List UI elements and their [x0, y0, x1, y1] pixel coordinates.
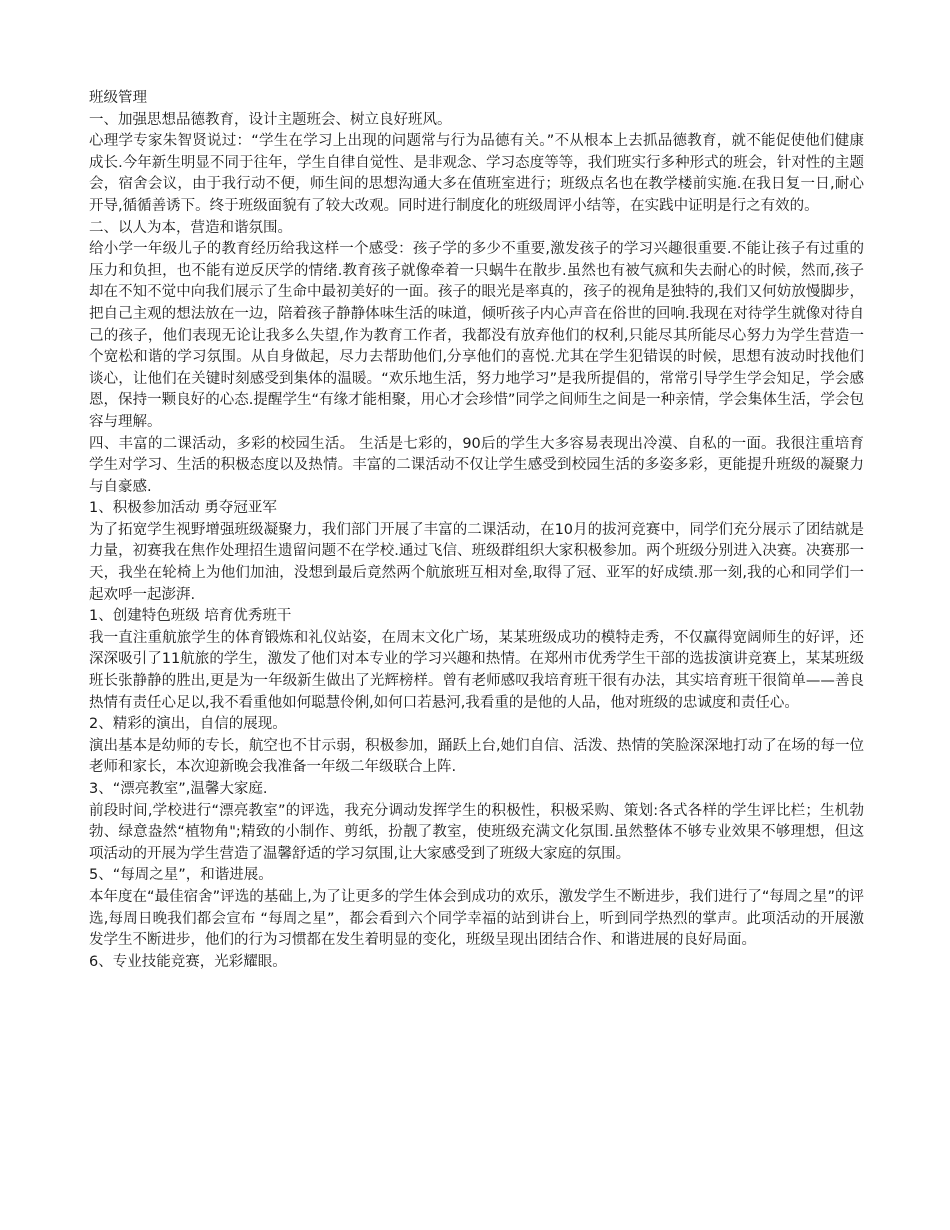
- body-paragraph: 为了拓宽学生视野增强班级凝聚力，我们部门开展了丰富的二课活动，在10月的拔河竞赛中，同学们充分展示了团结就是力量，初赛我在焦作处理招生遗留问题不在学校.通过飞信、班级群组织大家积极参加。两个班级分别进入决赛。决赛那一天，我坐在轮椅上为他们加油，没想到最后竟然两个航旅班互相对垒,取得了冠、亚军的好成绩.那一刻,我的心和同学们一起欢呼一起澎湃.: [89, 521, 864, 603]
- section-heading: 二、以人为本，营造和谐氛围。: [89, 219, 292, 236]
- document-title: 班级管理: [89, 90, 147, 106]
- subsection-heading: 2、精彩的演出，自信的展现。: [89, 716, 287, 733]
- section-heading: 一、加强思想品德教育，设计主题班会、树立良好班风。: [89, 111, 452, 128]
- document-body: [89, 88, 864, 973]
- body-paragraph: 演出基本是幼师的专长，航空也不甘示弱，积极参加，踊跃上台,她们自信、活泼、热情的笑脸深深地打动了在场的每一位老师和家长，本次迎新晚会我准备一年级二年级联合上阵.: [89, 737, 864, 776]
- subsection-heading: 1、创建特色班级 培育优秀班干: [89, 608, 292, 625]
- subsection-heading: 3、“漂亮教室”,温馨大家庭.: [89, 781, 268, 797]
- body-paragraph: 前段时间,学校进行“漂亮教室”的评选，我充分调动发挥学生的积极性，积极采购、策划:各式各样的学生评比栏；生机勃勃、绿意盎然“植物角";精致的小制作、剪纸，扮靓了教室，使班级充满文化氛围.虽然整体不够专业效果不够理想，但这项活动的开展为学生营造了温馨舒适的学习氛围,让大家感受到了班级大家庭的氛围。: [89, 802, 864, 862]
- subsection-heading: 6、专业技能竞赛，光彩耀眼。: [89, 953, 287, 970]
- body-paragraph: 我一直注重航旅学生的体育锻炼和礼仪站姿，在周末文化广场，某某班级成功的模特走秀，不仅赢得宽阔师生的好评，还深深吸引了11航旅的学生，激发了他们对本专业的学习兴趣和热情。在郑州市优秀学生干部的选拔演讲竞赛上，某某班级班长张静静的胜出,更是为一年级新生做出了光辉榜样。曾有老师感叹我培育班干很有办法，其实培育班干很简单——善良热情有责任心足以,我不看重他如何聪慧伶俐,如何口若悬河,我看重的是他的人品，他对班级的忠诚度和责任心。: [89, 629, 864, 711]
- body-paragraph: 本年度在“最佳宿舍”评选的基础上,为了让更多的学生体会到成功的欢乐，激发学生不断进步，我们进行了“每周之星”的评选,每周日晚我们都会宣布 “每周之星”，都会看到六个同学幸福的站到讲台上，听到同学热烈的掌声。此项活动的开展激发学生不断进步，他们的行为习惯都在发生着明显的变化，班级呈现出团结合作、和谐进展的良好局面。: [89, 888, 864, 949]
- body-paragraph: 给小学一年级儿子的教育经历给我这样一个感受：孩子学的多少不重要,激发孩子的学习兴趣很重要.不能让孩子有过重的压力和负担，也不能有逆反厌学的情绪.教育孩子就像牵着一只蜗牛在散步.虽然也有被气疯和失去耐心的时候，然而,孩子却在不知不觉中向我们展示了生命中最初美好的一面。孩子的眼光是率真的，孩子的视角是独特的,我们又何妨放慢脚步，把自己主观的想法放在一边，陪着孩子静静体味生活的味道，倾听孩子内心声音在俗世的回响.我现在对待学生就像对待自己的孩子，他们表现无论让我多么失望,作为教育工作者，我都没有放弃他们的权利,只能尽其所能尽心努力为学生营造一个宽松和谐的学习氛围。从自身做起，尽力去帮助他们,分享他们的喜悦.尤其在学生犯错误的时候，思想有波动时找他们谈心，让他们在关键时刻感受到集体的温暖。“欢乐地生活，努力地学习”是我所提倡的，常常引导学生学会知足，学会感恩，保持一颗良好的心态.提醒学生“有缘才能相聚，用心才会珍惜”同学之间师生之间是一种亲情，学会集体生活，学会包容与理解。: [89, 241, 864, 430]
- subsection-heading: 5、“每周之星”，和谐进展。: [89, 867, 273, 884]
- subsection-heading: 1、积极参加活动 勇夺冠亚军: [89, 500, 277, 517]
- body-paragraph: 四、丰富的二课活动，多彩的校园生活。 生活是七彩的，90后的学生大多容易表现出冷漠、自私的一面。我很注重培育学生对学习、生活的积极态度以及热情。丰富的二课活动不仅让学生感受到校园生活的多姿多彩，更能提升班级的凝聚力与自豪感.: [89, 435, 864, 495]
- body-paragraph: 心理学专家朱智贤说过：“学生在学习上出现的问题常与行为品德有关。”不从根本上去抓品德教育，就不能促使他们健康成长.今年新生明显不同于往年，学生自律自觉性、是非观念、学习态度等等，我们班实行多种形式的班会，针对性的主题会，宿舍会议，由于我行动不便，师生间的思想沟通大多在值班室进行；班级点名也在教学楼前实施.在我日复一日,耐心开导,循循善诱下。终于班级面貌有了较大改观。同时进行制度化的班级周评小结等，在实践中证明是行之有效的。: [89, 133, 864, 214]
